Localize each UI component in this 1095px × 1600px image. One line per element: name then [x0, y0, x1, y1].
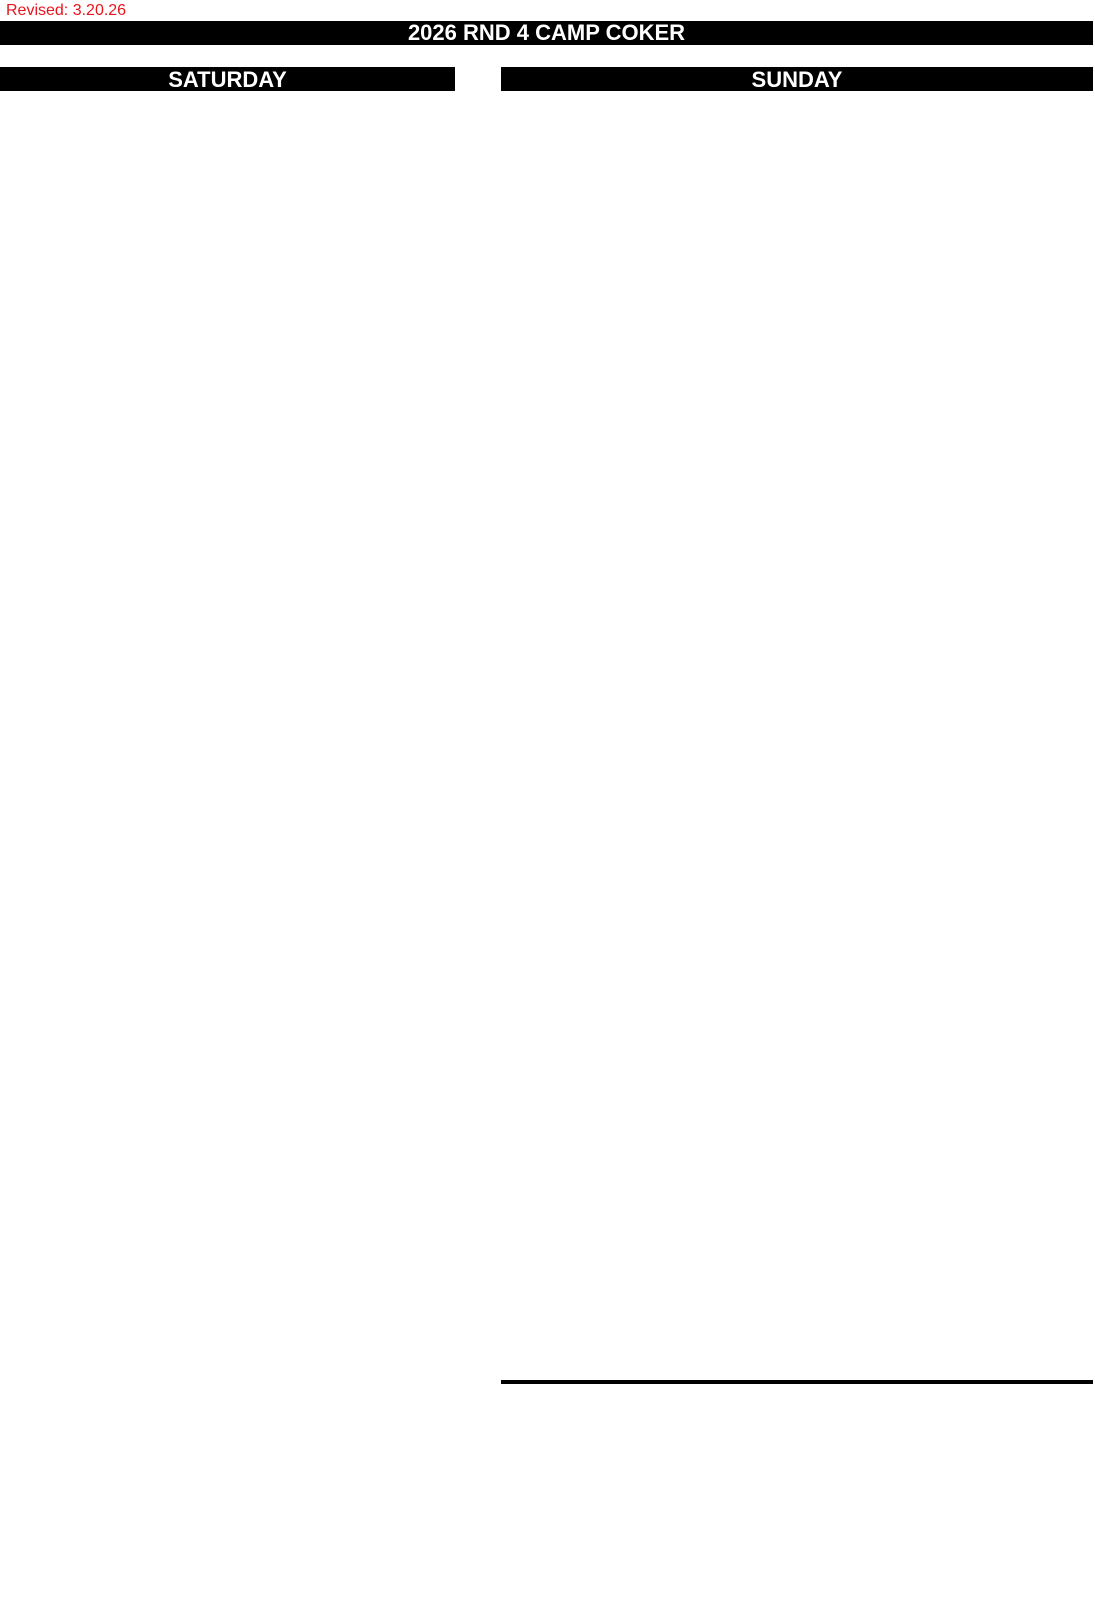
- sunday-header: SUNDAY: [501, 67, 1093, 91]
- revised-date: Revised: 3.20.26: [6, 2, 127, 19]
- color-legend: [501, 1380, 1093, 1384]
- sunday-column: [501, 67, 1093, 91]
- saturday-column: [0, 67, 455, 91]
- saturday-header: SATURDAY: [0, 67, 455, 91]
- page-title: 2026 RND 4 CAMP COKER: [0, 21, 1093, 45]
